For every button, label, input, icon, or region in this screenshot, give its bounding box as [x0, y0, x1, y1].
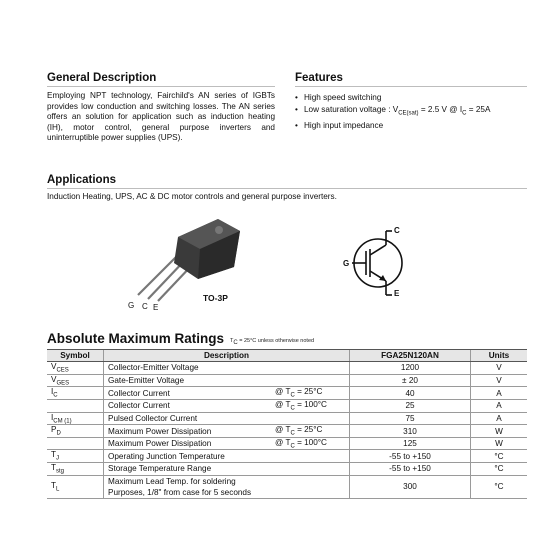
- symbol-label-c: C: [394, 226, 400, 235]
- package-label: TO-3P: [203, 293, 228, 303]
- symbol-cell: $I_{CM (1)}$: [47, 412, 104, 425]
- unit-cell: °C: [471, 463, 528, 476]
- pin-label-c: C: [142, 302, 148, 311]
- unit-cell: W: [471, 425, 528, 438]
- general-description-title: General Description: [47, 72, 157, 84]
- value-cell: 310: [350, 425, 471, 438]
- pin-label-e: E: [153, 303, 159, 312]
- value-cell: 75: [350, 412, 471, 425]
- description-cell: Collector-Emitter Voltage: [104, 362, 272, 375]
- condition-cell: @ $T_C = 25^\circ C$: [271, 425, 350, 438]
- unit-cell: A: [471, 387, 528, 400]
- description-cell: Collector Current: [104, 399, 272, 412]
- symbol-label-e: E: [394, 289, 400, 298]
- description-cell: Maximum Power Dissipation: [104, 437, 272, 450]
- table-header-row: [47, 350, 527, 362]
- description-cell: Collector Current: [104, 387, 272, 400]
- table-row: [47, 463, 527, 476]
- general-description-text: Employing NPT technology, Fairchild's AN series of IGBTs provides low conduction and switching losses. The AN series offers an solution for application such as induction heating (IH), motor control, general purpose inverters and uninterruptible power supplies (UPS).: [47, 91, 275, 143]
- symbol-cell: $T_L$: [47, 475, 104, 498]
- table-row: [47, 374, 527, 387]
- description-cell: Pulsed Collector Current: [104, 412, 272, 425]
- header-part: FGA25N120AN: [350, 350, 471, 362]
- description-cell: Maximum Power Dissipation: [104, 425, 272, 438]
- header-description: Description: [104, 350, 350, 362]
- applications-text: Induction Heating, UPS, AC & DC motor controls and general purpose inverters.: [47, 192, 337, 201]
- condition-cell: @ $T_C = 25^\circ C$: [271, 387, 350, 400]
- symbol-cell: [47, 437, 104, 450]
- condition-cell: [271, 374, 350, 387]
- ratings-note: $T_C = 25^\circ C$ unless otherwise noted: [230, 338, 315, 347]
- table-row: [47, 475, 527, 498]
- applications-title: Applications: [47, 174, 117, 186]
- table-row: [47, 387, 527, 400]
- ratings-title: Absolute Maximum Ratings: [47, 331, 225, 346]
- description-cell: Storage Temperature Range: [104, 463, 272, 476]
- value-cell: 300: [350, 475, 471, 498]
- condition-cell: [271, 450, 350, 463]
- table-row: [47, 450, 527, 463]
- condition-cell: [271, 412, 350, 425]
- unit-cell: A: [471, 399, 528, 412]
- symbol-cell: $P_D$: [47, 425, 104, 438]
- value-cell: 125: [350, 437, 471, 450]
- condition-cell: [271, 362, 350, 375]
- value-cell: 40: [350, 387, 471, 400]
- divider: [47, 188, 527, 189]
- unit-cell: W: [471, 437, 528, 450]
- value-cell: -55 to +150: [350, 450, 471, 463]
- symbol-cell: $V_{GES}$: [47, 374, 104, 387]
- igbt-symbol: [340, 225, 420, 300]
- symbol-cell: $T_J$: [47, 450, 104, 463]
- divider: [47, 86, 275, 87]
- table-row: [47, 425, 527, 438]
- condition-cell: @ $T_C = 100^\circ C$: [271, 437, 350, 450]
- header-symbol: Symbol: [47, 350, 104, 362]
- unit-cell: °C: [471, 475, 528, 498]
- description-cell: Maximum Lead Temp. for soldering Purposes, 1/8" from case for 5 seconds: [104, 475, 350, 498]
- unit-cell: °C: [471, 450, 528, 463]
- value-cell: ± 20: [350, 374, 471, 387]
- symbol-cell: $I_C$: [47, 387, 104, 400]
- table-row: [47, 412, 527, 425]
- list-item: • High input impedance: [295, 121, 384, 131]
- list-item: • High speed switching: [295, 93, 382, 102]
- list-item: • Low saturation voltage : $V_{CE(sat)} = 2.5$ V @ $I_C = 25A$: [295, 104, 491, 117]
- unit-cell: V: [471, 362, 528, 375]
- symbol-cell: [47, 399, 104, 412]
- features-title: Features: [295, 72, 343, 84]
- features-list: [295, 92, 535, 132]
- table-row: [47, 362, 527, 375]
- unit-cell: A: [471, 412, 528, 425]
- value-cell: 1200: [350, 362, 471, 375]
- table-row: [47, 399, 527, 412]
- pin-label-g: G: [128, 301, 135, 310]
- value-cell: 25: [350, 399, 471, 412]
- symbol-label-g: G: [343, 259, 350, 268]
- to-3p-package-image: [118, 215, 248, 310]
- description-cell: Gate-Emitter Voltage: [104, 374, 272, 387]
- symbol-cell: $V_{CES}$: [47, 362, 104, 375]
- value-cell: -55 to +150: [350, 463, 471, 476]
- unit-cell: V: [471, 374, 528, 387]
- ratings-table: [47, 349, 527, 499]
- divider: [295, 86, 527, 87]
- header-units: Units: [471, 350, 528, 362]
- condition-cell: [271, 463, 350, 476]
- description-cell: Operating Junction Temperature: [104, 450, 272, 463]
- symbol-cell: $T_{stg}$: [47, 463, 104, 476]
- table-row: [47, 437, 527, 450]
- condition-cell: @ $T_C = 100^\circ C$: [271, 399, 350, 412]
